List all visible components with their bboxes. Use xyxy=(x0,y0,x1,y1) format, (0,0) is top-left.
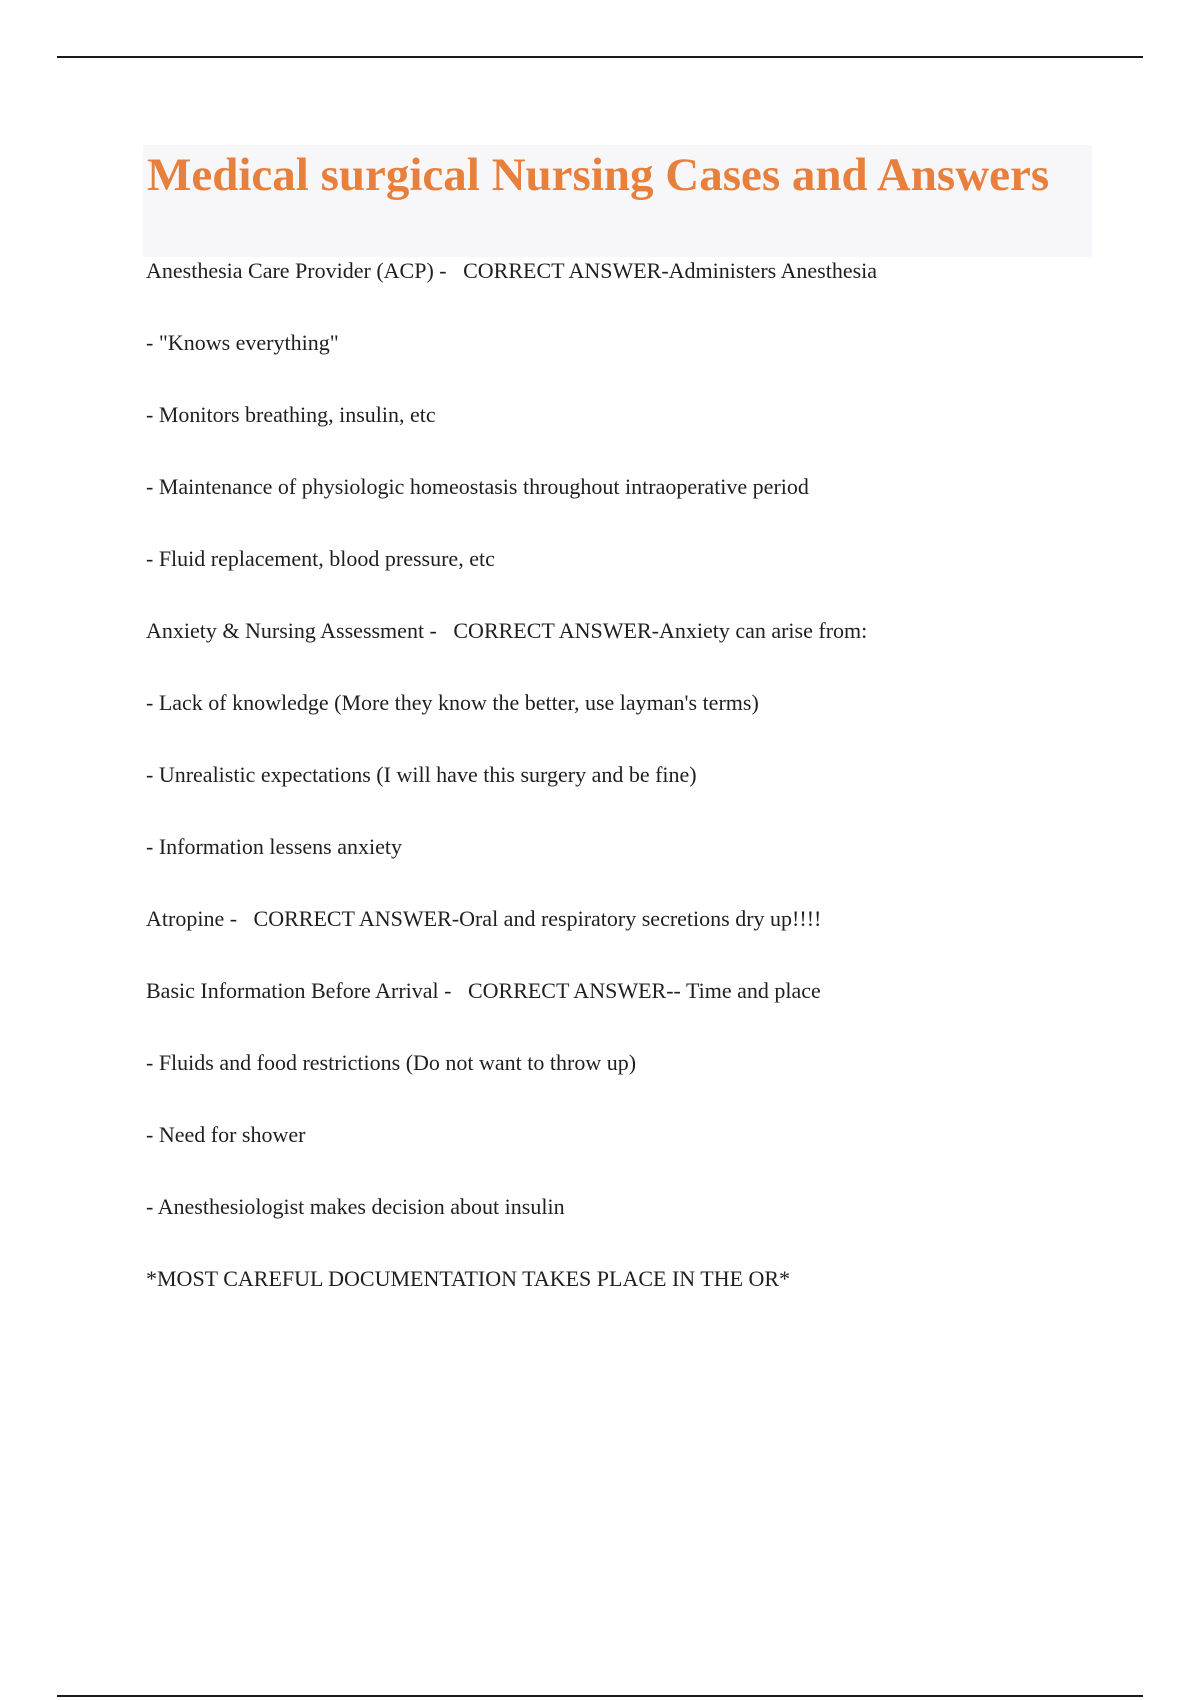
body-line-8: - Unrealistic expectations (I will have this surgery and be fine) xyxy=(146,762,697,787)
body-line-10: Atropine - CORRECT ANSWER-Oral and respiratory secretions dry up!!!! xyxy=(146,906,822,931)
body-line-1: Anesthesia Care Provider (ACP) - CORRECT ANSWER-Administers Anesthesia xyxy=(146,258,878,283)
body-line-4: - Maintenance of physiologic homeostasis throughout intraoperative period xyxy=(146,474,809,499)
body-line-11: Basic Information Before Arrival - CORRECT ANSWER-- Time and place xyxy=(146,978,821,1003)
body-line-2: - "Knows everything" xyxy=(146,330,339,355)
body-line-13: - Need for shower xyxy=(146,1122,306,1147)
body-line-12: - Fluids and food restrictions (Do not want to throw up) xyxy=(146,1050,637,1075)
body-line-5: - Fluid replacement, blood pressure, etc xyxy=(146,546,495,571)
body-line-14: - Anesthesiologist makes decision about insulin xyxy=(146,1194,565,1219)
page-title: Medical surgical Nursing Cases and Answers xyxy=(147,149,1050,201)
body-line-9: - Information lessens anxiety xyxy=(146,834,402,859)
bottom-rule xyxy=(57,1695,1143,1697)
top-rule xyxy=(57,56,1143,58)
body-line-7: - Lack of knowledge (More they know the better, use layman's terms) xyxy=(146,690,759,715)
document-body xyxy=(146,252,1106,1332)
body-line-15: *MOST CAREFUL DOCUMENTATION TAKES PLACE IN THE OR* xyxy=(146,1266,791,1291)
body-line-6: Anxiety & Nursing Assessment - CORRECT ANSWER-Anxiety can arise from: xyxy=(146,618,868,643)
body-line-3: - Monitors breathing, insulin, etc xyxy=(146,402,436,427)
